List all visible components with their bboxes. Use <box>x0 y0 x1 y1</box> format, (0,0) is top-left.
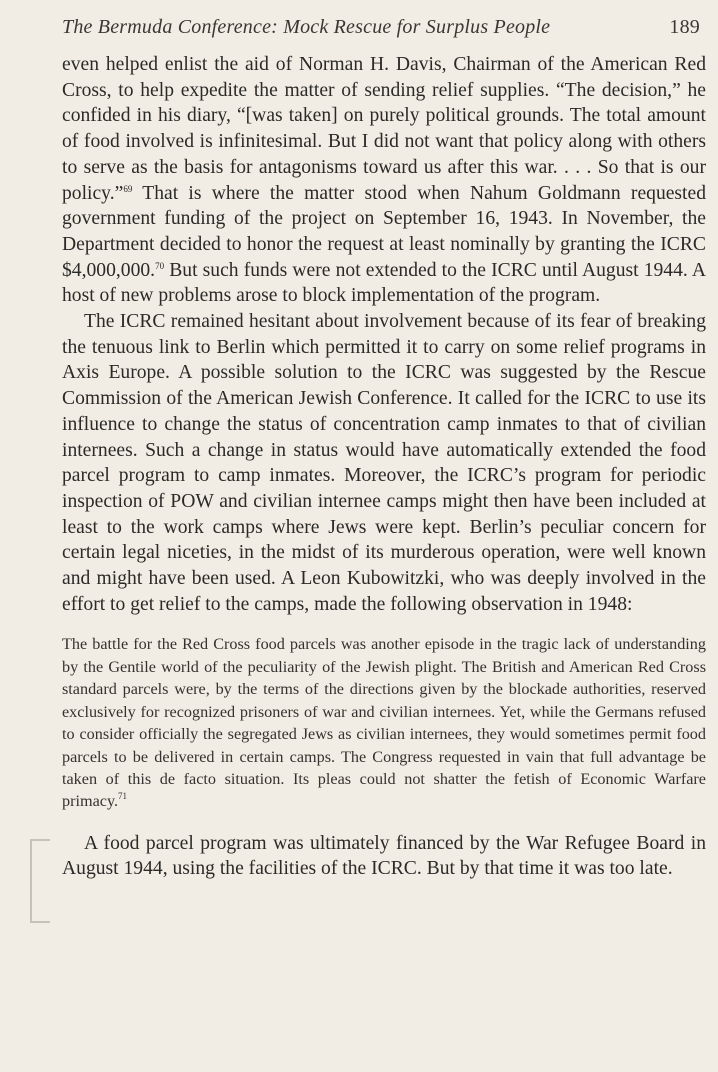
block-quote <box>62 633 706 812</box>
paragraph-3: A food parcel program was ultimately financed by the War Refugee Board in August 1944, using the facilities of the ICRC. But by that time it was too late. <box>62 832 706 880</box>
footnote-ref-69: 69 <box>123 183 133 194</box>
block-quote-text-wrap <box>62 633 706 812</box>
page-number: 189 <box>669 16 700 38</box>
margin-bracket-mark <box>30 839 50 923</box>
paragraph-1 <box>62 52 706 309</box>
footnote-ref-71: 71 <box>118 791 128 802</box>
paragraph-1-text-a: even helped enlist the aid of Norman H. Davis, Chairman of the American Red Cross, to help expedite the matter of sending relief supplies. “The decision,” he confided in his diary, “[was taken] on purely political grounds. The total amount of food involved is infinitesimal. But I did not want that policy along with others to serve as the basis for antagonisms toward us after this war. . . . So that is our policy.” <box>62 54 706 204</box>
body-text <box>62 52 706 617</box>
running-head <box>62 8 706 46</box>
book-page <box>62 8 706 882</box>
paragraph-2: The ICRC remained hesitant about involvement because of its fear of breaking the tenuous link to Berlin which permitted it to carry on some relief programs in Axis Europe. A possible solution to the ICRC was suggested by the Rescue Commission of the American Jewish Conference. It called for the ICRC to use its influence to change the status of concentration camp inmates to that of civilian internees. Such a change in status would have automatically extended the food parcel program to camp inmates. Moreover, the ICRC’s program for periodic inspection of POW and civilian internee camps might then have been included at least to the work camps where Jews were kept. Berlin’s peculiar concern for certain legal niceties, in the midst of its murderous operation, were well known and might have been used. A Leon Kubowitzki, who was deeply involved in the effort to get relief to the camps, made the following observation in 1948: <box>62 311 706 615</box>
running-head-title: The Bermuda Conference: Mock Rescue for Surplus People <box>62 16 551 38</box>
paragraph-1-text-b: That is where the matter stood when Nahum Goldmann requested government funding of the project on September 16, 1943. In November, the Department decided to honor the request at least nominally by granting the ICRC $4,000,000. <box>62 182 706 281</box>
final-section <box>62 831 706 882</box>
paragraph-1-text-c: But such funds were not extended to the ICRC until August 1944. A host of new problems arose to block implementation of the program. <box>62 259 706 307</box>
footnote-ref-70: 70 <box>155 260 165 271</box>
block-quote-text: The battle for the Red Cross food parcels was another episode in the tragic lack of understanding by the Gentile world of the peculiarity of the Jewish plight. The British and American Red Cross standard parcels were, by the terms of the directions given by the blockade authorities, reserved exclusively for recognized prisoners of war and civilian internees. Yet, while the Germans refused to consider officially the segregated Jews as civilian internees, they would sometimes permit food parcels to be delivered in certain camps. The Congress requested in vain that full advantage be taken of this de facto situation. Its pleas could not shatter the fetish of Economic Warfare primacy. <box>62 635 706 811</box>
